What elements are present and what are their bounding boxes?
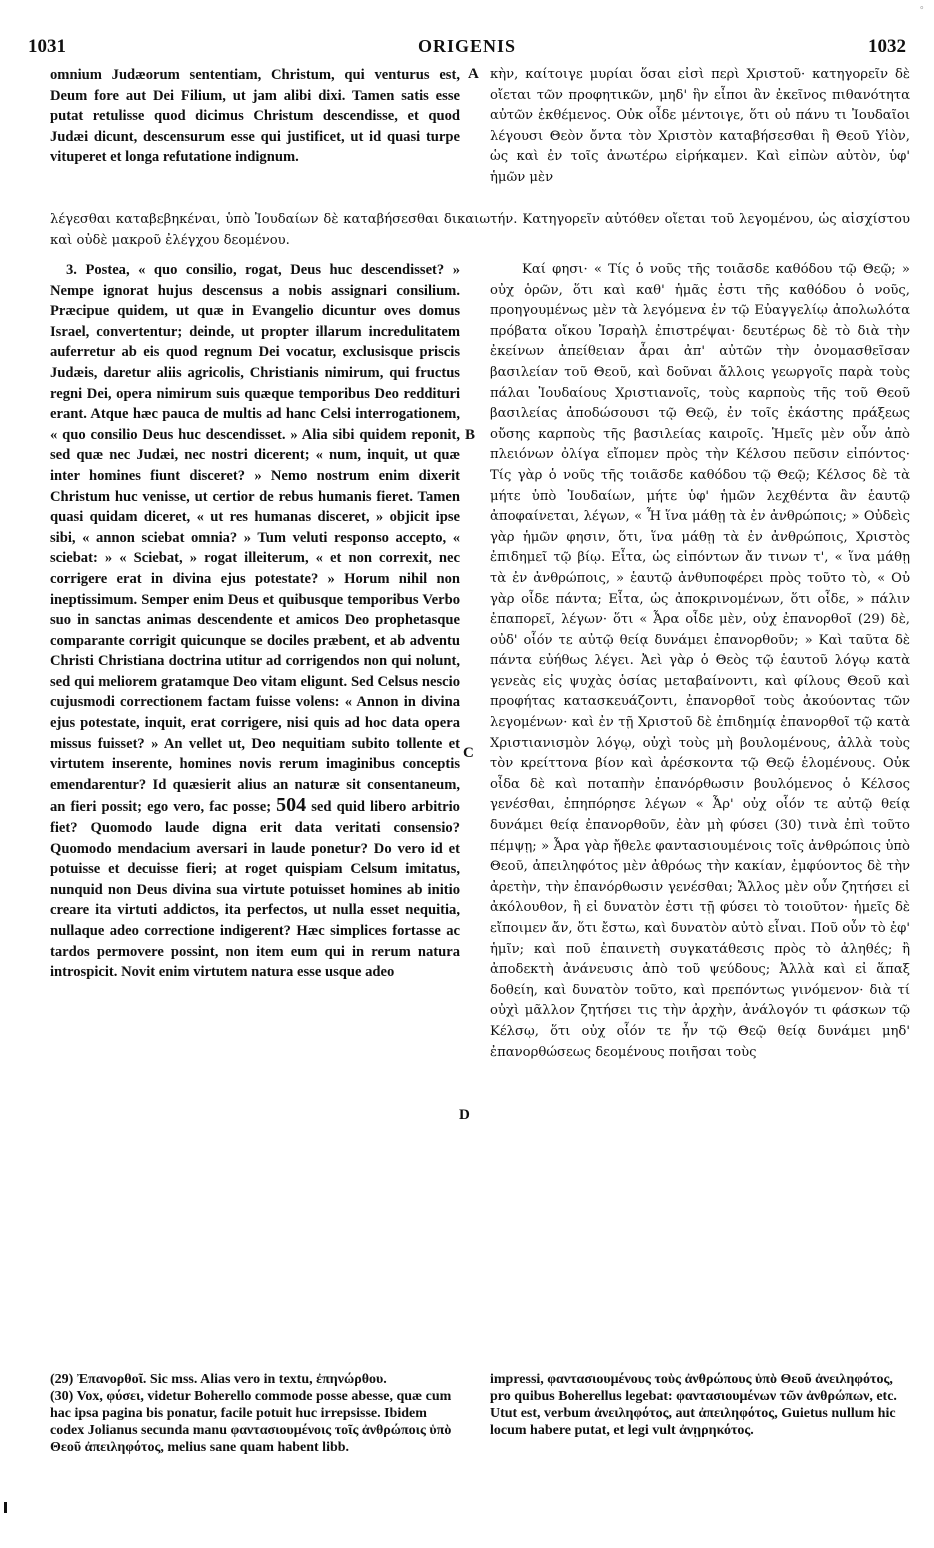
page-title: ORIGENIS (417, 36, 517, 56)
footnote-30: (30) Vox, φύσει, videtur Boherello commode posse abesse, quæ cum hac ipsa pagina bis ponatur, facile potuit huc irrepsisse. Ibidem codex Jolianus secunda manu φαντασιουμένοις τοῖς ἀνθρώποις ὑπὸ Θεοῦ ἀπειληφότος, melius sane quam habent libb. (50, 1389, 452, 1455)
greek-column-top (490, 65, 910, 189)
margin-marker-c: C (463, 745, 474, 761)
scan-mark: ° (919, 6, 924, 16)
latin-column-main (50, 260, 460, 983)
section-number: 3. (66, 262, 77, 278)
greek-paragraph-cross: λέγεσθαι καταβεβηκέναι, ὑπὸ Ἰουδαίων δὲ καταβήσεσθαι δικαιωτήν. Κατηγορεῖν αὐτόθεν οἴεται τοῦ λεγομένου, ὡς αἰσχίστου καὶ οὐδὲ μακροῦ ἐλέγχου δεομένου. (50, 212, 910, 248)
footnote-29: (29) Ἐπανορθοῖ. Sic mss. Alias vero in textu, ἐπηνώρθου. (50, 1372, 387, 1387)
margin-marker-b: B (465, 427, 476, 443)
latin-paragraph-main (50, 260, 460, 983)
margin-marker-d: D (459, 1107, 470, 1123)
footnotes-right (490, 1371, 910, 1439)
latin-text-part-2: sed quid libero arbitrio fiet? Quomodo laude digna erit data veritati consensio? Quomodo mendacium aversari in laude ponetur? Do vero id et potuisse et decuisse fieri; at roget quispiam Celsum imitatus, nunquid non Deus divina sua virtute potuisset homines ab initio creare ita virtuti addictos, ita perfectos, ut nulla esset nequitia, nullaque adeo correctione indigerent? Hæc simplices fortasse ac tardos permovere possint, non item eum qui in rerum natura introspicit. Novit enim virtutem natura esse usque adeo (50, 799, 460, 981)
latin-column-top (50, 65, 460, 168)
margin-marker-a: A (468, 66, 479, 82)
footnote-30-continued: impressi, φαντασιουμένους τοὺς ἀνθρώπους ὑπὸ Θεοῦ ἀνειληφότος, pro quibus Boherellus legebat: φαντασιουμένων τῶν ἀνθρώπων, etc. Utut est, verbum ἀνειληφότος, aut ἀπειληφότος, Guietus nullum hic locum habere putat, et legi vult ἀνῃρηκότος. (490, 1372, 897, 1438)
latin-text-part-1: Postea, « quo consilio, rogat, Deus huc descendisset? » Nempe ignorat hujus descensus a nobis assignari consilium. Præcipue quidem, ut quæ in Evangelio dicuntur oves domus Israel, convertentur; deinde, ut propter illarum incredulitatem auferretur ab eis quod regnum Dei vocatur, exclusisque priscis Judæis, daretur aliis agricolis, Christianis nimirum, qui fructus regni Dei, opera nimirum suis quæque temporibus Deo reddituri erant. Atque hæc pauca de multis ad hanc Celsi interrogationem, « quo consilio Deus huc descendisset. » Alia sibi quidem reponit, sed quæ nec Judæi, nec nostri dicerent; « num, inquit, ut quæ inter homines fiunt disceret? » Nemo nostrum enim dixerit Christum huc venisse, ut certior de rebus humanis fieret. Tamen quasi quidam diceret, « ut res humanas disceret, » objicit ipse sibi, « annon sciebat omnia? » Tum veluti responso accepto, « sciebat: » « Sciebat, » rogat illeiterum, « et non correxit, nec corrigere erat in divina ejus potestate? » Horum nihil non ineptissimum. Semper enim Deus et quibusque temporibus Verbo suo in sanctas animas descendente et amicos Deo prophetasque comparante corrigit quicunque se dociles præbent, et ab adventu Christi Christiana doctrina utitur ad corrigendos non qui nolunt, sed qui meliorem gratamque Deo vitam eligunt. Sed Celsus nescio cujusmodi correctionem factam fuisse volens: « Annon in divina ejus potestate, inquit, erat corrigere, nisi quis ad hoc data opera missus fuisset? » An vellet ut, Deo nequitiam subito tollente et virtutem inserente, homines novis rerum imaginibus conceptis emendarentur? Id quæsierit alius an naturæ sit consentaneum, an fieri possit; ego vero, fac posse; (50, 262, 460, 816)
footnotes-left (50, 1371, 460, 1456)
page-number-right: 1032 (868, 36, 906, 57)
greek-cross-column-line (50, 210, 910, 251)
greek-column-main (490, 260, 910, 1063)
column-number: 504 (276, 794, 307, 817)
latin-paragraph-top: omnium Judæorum sententiam, Christum, qui venturus est, Deum fore aut Dei Filium, ut jam alibi dixi. Tamen satis esse putat retulisse quod dicimus Christum descendisse, et quod Judæi dicunt, descensurum esse qui justificet, ut id quasi turpe vituperet et longa refutatione indignum. (50, 67, 460, 166)
greek-paragraph-top: κὴν, καίτοιγε μυρίαι ὅσαι εἰσὶ περὶ Χριστοῦ· κατηγορεῖν δὲ οἴεται τῶν προφητικῶν, μηδ' ἣν εἶποι ἂν ἐκεῖνος πιθανότητα αὐτῶν ἐκθέμενος. Οὐκ οἶδε μέντοιγε, ὅτι οὐ πάνυ τι Ἰουδαῖοι λέγουσι Θεὸν ὄντα τὸν Χριστὸν καταβήσεσθαι ἢ Θεοῦ Υἱὸν, ὡς καὶ ἐν τοῖς ἀνωτέρω εἰρήκαμεν. Καὶ εἰπὼν αὐτὸν, ὑφ' ἡμῶν μὲν (490, 67, 910, 185)
greek-paragraph-main: Καί φησι· « Τίς ὁ νοῦς τῆς τοιᾶσδε καθόδου τῷ Θεῷ; » οὐχ ὁρῶν, ὅτι καὶ καθ' ἡμᾶς ἐστι τῆς καθόδου ὁ νοῦς, προηγουμένως μὲν τὰ λεγόμενα ἐν τῷ Εὐαγγελίῳ ἀπολωλότα πρόβατα οἴκου Ἰσραὴλ ἐπιστρέψαι· δευτέρως δὲ τὸ διὰ τὴν ἐκείνων ἀπείθειαν ἆραι ἀπ' αὐτῶν τὴν ὀνομασθεῖσαν βασιλείαν τοῦ Θεοῦ, καὶ δοῦναι ἄλλοις γεωργοῖς παρὰ τοὺς πάλαι Ἰουδαίους Χριστιανοῖς, τοὺς καρποὺς τῆς τοῦ Θεοῦ βασιλείας ἀποδώσουσι τῷ Θεῷ, ἐν τοῖς ἑκάστης πράξεως οὔσης καρποὺς τῆς βασιλείας καιροῖς. Ἡμεῖς μὲν οὖν ἀπὸ πλειόνων ὀλίγα εἴπομεν πρὸς τὴν Κέλσου πεῦσιν εἰπόντος· Τίς γὰρ ὁ νοῦς τῆς τοιᾶσδε καθόδου τῷ Θεῷ; Κέλσος δὲ τὰ μήτε ὑπὸ Ἰουδαίων, μήτε ὑφ' ἡμῶν λεχθέντα ἂν ἑαυτῷ ἀποφαίνεται, λέγων, « Ἦ ἵνα μάθῃ τὰ ἐν ἀνθρώποις; » Οὐδεὶς γὰρ ἡμῶν φησιν, ὅτι, ἵνα μάθῃ τὰ ἐν ἀνθρώποις, Χριστὸς ἐπιδημεῖ τῷ βίῳ. Εἶτα, ὡς εἰπόντων ἄν τινων τ', « ἵνα μάθῃ τὰ ἐν ἀνθρώποις, » ἑαυτῷ ἀνθυποφέρει πρὸς τοῦτο τὸ, « Οὐ γὰρ οἶδε πάντα; Εἶτα, ὡς ἀποκρινομένων, ὅτι οἶδε, » πάλιν ἐπαπορεῖ, λέγων· ὅτι « Ἆρα οἶδε μὲν, οὐχ ἐπανορθοῖ (29) δὲ, οὐδ' οἷόν τε αὐτῷ θείᾳ δυνάμει ἐπανορθοῦν; » Καὶ ταῦτα δὲ πάντα εὐήθως λέγει. Ἀεὶ γὰρ ὁ Θεὸς τῷ ἑαυτοῦ λόγῳ κατὰ γενεὰς εἰς ψυχὰς ὁσίας μεταβαίνοντι, καὶ φίλους Θεοῦ καὶ προφήτας κατασκευάζοντι, ἐπανορθοῖ τοὺς ἀκούοντας τῶν λεγομένων· καὶ ἐν τῇ Χριστοῦ δὲ ἐπιδημίᾳ ἐπανορθοῖ τῷ κατὰ Χριστιανισμὸν λόγῳ, οὐχὶ τοὺς μὴ βουλομένους, ἀλλὰ τοὺς τὸν κρείττονα βίον καὶ ἀρέσκοντα τῷ Θεῷ ἑλομένους. Οὐκ οἶδα δὲ καὶ ποταπὴν ἐπανόρθωσιν βουλόμενος ὁ Κέλσος γενέσθαι, ἐπηπόρησε λέγων « Ἆρ' οὐχ οἷόν τε αὐτῷ θείᾳ δυνάμει θείᾳ ἐπανορθοῦν, ἐὰν μὴ φύσει (30) τινὰ ἐπὶ τοῦτο πέμψῃ; » Ἆρα γὰρ ἤθελε φαντασιουμένοις τοῖς ἀνθρώποις ὑπὸ Θεοῦ, ἀπειληφότος μὲν ἀθρόως τὴν κακίαν, ἐμφύοντος δὲ τὴν ἀρετὴν, τὴν ἐπανόρθωσιν γενέσθαι; Ἄλλος μὲν οὖν ζητήσει εἰ ἀκόλουθον, ἢ εἰ δυνατὸν ἐστι τῇ φύσει τὸ τοιοῦτον· ἡμεῖς δὲ εἴποιμεν ἄν, ὅτι ἔστω, καὶ δυνατὸν αὐτὸ εἶναι. Ποῦ οὖν τὸ ἐφ' ἡμῖν; καὶ ποῦ ἐπαινετὴ συγκατάθεσις πρὸς τὸ ἀληθές; ἢ ἀποδεκτὴ ἀνάνευσις ἀπὸ τοῦ ψεύδους; Ἀλλὰ καὶ εἰ ἅπαξ δοθείη, καὶ δυνατὸν τοῦτο, καὶ πρεπόντως γινόμενον· διὰ τί οὐχὶ μᾶλλον ζητήσει τις τὴν ἀρχὴν, ἀνάλογόν τι φάσκων τῷ Κέλσῳ, ὅτι οὐχ οἷόν τε ἦν τῷ Θεῷ θείᾳ δυνάμει μηδ' ἐπανορθώσεως δεομένους ποιῆσαι τοὺς (490, 262, 910, 1060)
scan-artifact (4, 1502, 7, 1513)
page-number-left: 1031 (28, 36, 66, 57)
